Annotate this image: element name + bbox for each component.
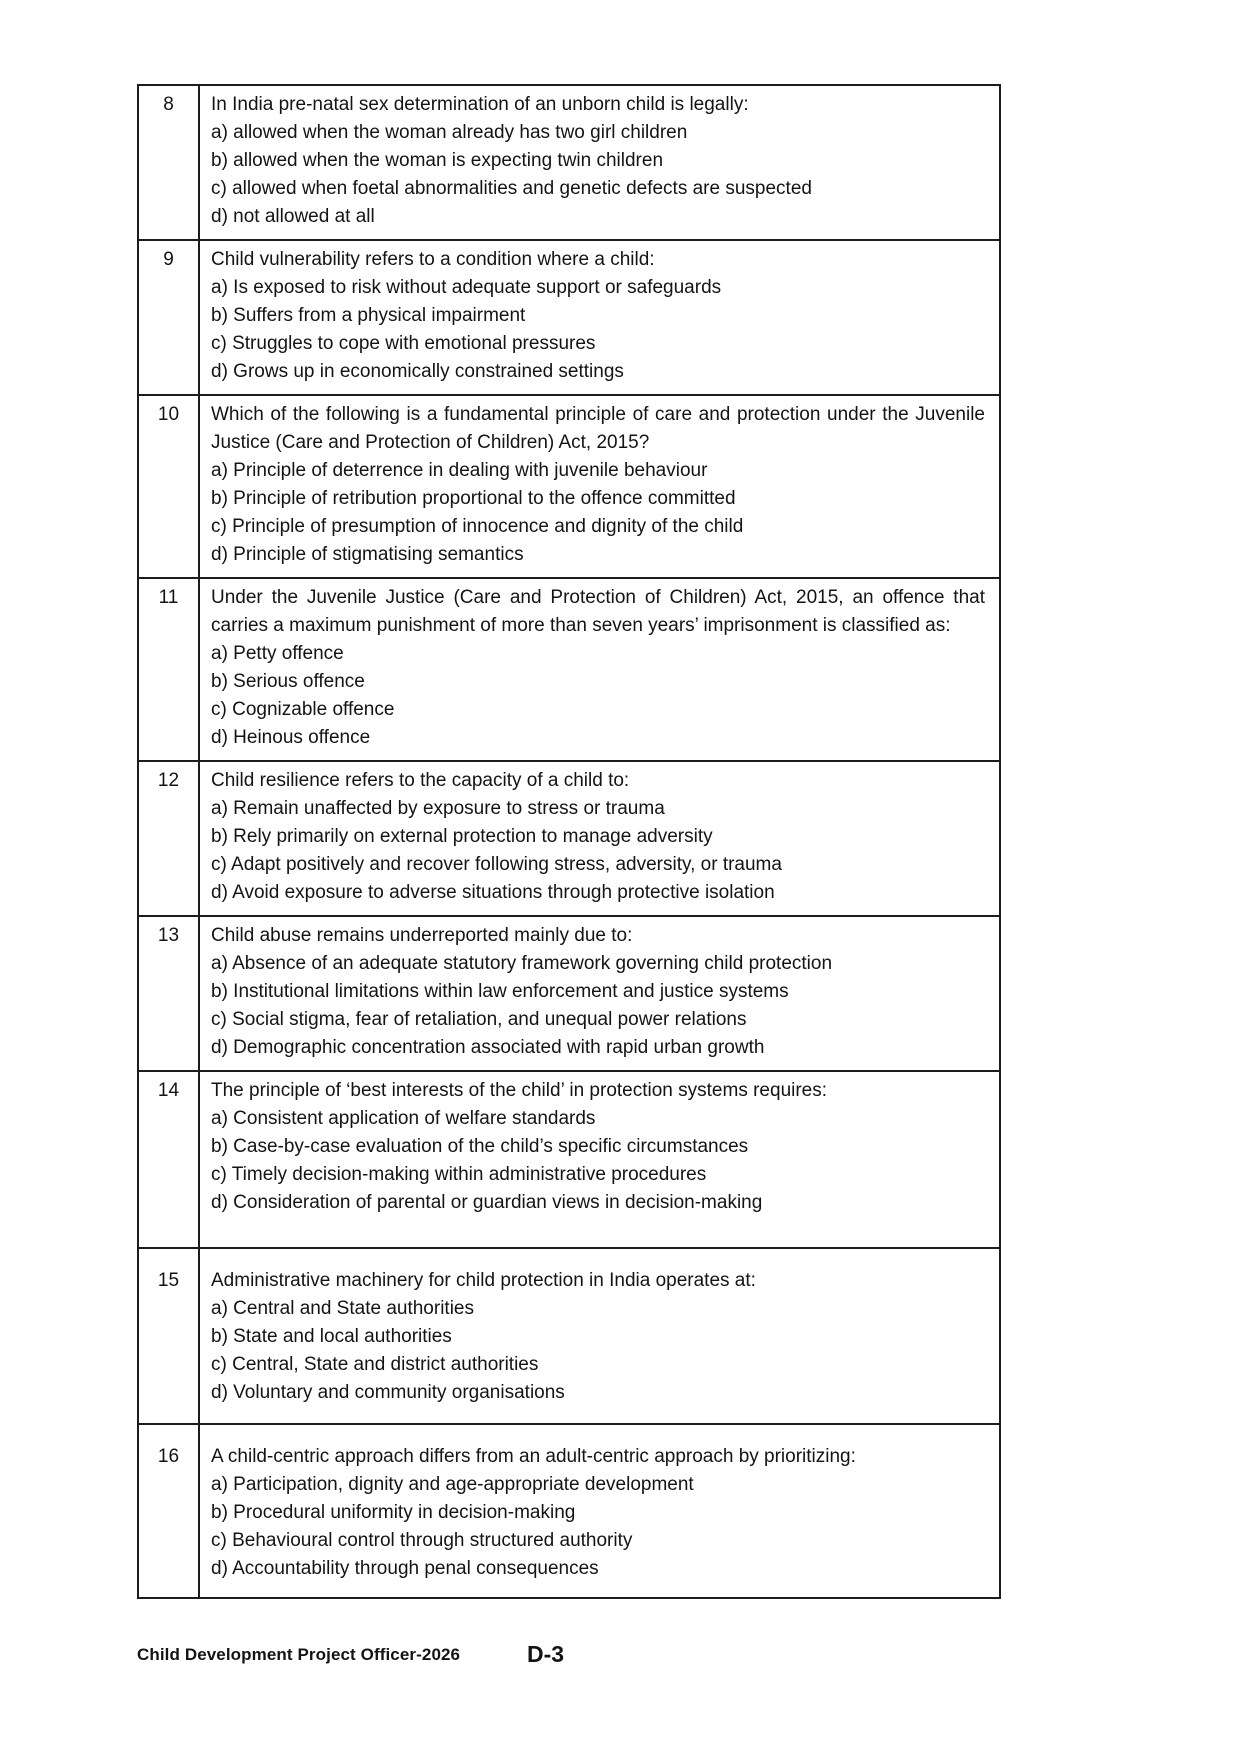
option-text: d) Voluntary and community organisations	[211, 1382, 565, 1403]
question-number: 11	[138, 578, 199, 761]
question-number: 12	[138, 761, 199, 916]
option-text: c) Behavioural control through structured authority	[211, 1530, 633, 1551]
question-text: Child abuse remains underreported mainly due to:	[211, 925, 633, 946]
question-number: 8	[138, 85, 199, 240]
option-text: d) Principle of stigmatising semantics	[211, 544, 524, 565]
question-table-body	[138, 85, 1000, 1598]
option-text: b) Principle of retribution proportional to the offence committed	[211, 488, 736, 509]
question-cell	[199, 395, 1000, 578]
question-row	[138, 761, 1000, 916]
option-text: a) Remain unaffected by exposure to stress or trauma	[211, 798, 665, 819]
question-cell	[199, 1248, 1000, 1424]
option-text: c) Timely decision-making within administrative procedures	[211, 1164, 707, 1185]
option-text: d) Consideration of parental or guardian views in decision-making	[211, 1192, 763, 1213]
option-text: c) Adapt positively and recover following stress, adversity, or trauma	[211, 854, 782, 875]
question-number: 14	[138, 1071, 199, 1248]
question-text: Administrative machinery for child protection in India operates at:	[211, 1270, 756, 1291]
option-text: b) allowed when the woman is expecting twin children	[211, 150, 664, 171]
option-text: d) Demographic concentration associated with rapid urban growth	[211, 1037, 765, 1058]
question-text: Child resilience refers to the capacity of a child to:	[211, 770, 630, 791]
question-row	[138, 916, 1000, 1071]
option-text: b) State and local authorities	[211, 1326, 452, 1347]
option-text: c) Cognizable offence	[211, 699, 395, 720]
footer-exam-title: Child Development Project Officer-2026	[137, 1645, 461, 1664]
question-row	[138, 85, 1000, 240]
option-text: c) Social stigma, fear of retaliation, and unequal power relations	[211, 1009, 747, 1030]
question-cell	[199, 578, 1000, 761]
question-text: In India pre-natal sex determination of an unborn child is legally:	[211, 94, 749, 115]
option-text: a) Absence of an adequate statutory framework governing child protection	[211, 953, 833, 974]
question-number: 10	[138, 395, 199, 578]
option-text: d) not allowed at all	[211, 206, 375, 227]
option-text: a) Consistent application of welfare standards	[211, 1108, 596, 1129]
question-text: Child vulnerability refers to a condition where a child:	[211, 249, 655, 270]
option-text: a) allowed when the woman already has two girl children	[211, 122, 688, 143]
question-cell	[199, 1424, 1000, 1598]
option-text: d) Avoid exposure to adverse situations through protective isolation	[211, 882, 775, 903]
option-text: c) allowed when foetal abnormalities and genetic defects are suspected	[211, 178, 812, 199]
option-text: b) Serious offence	[211, 671, 365, 692]
question-cell	[199, 240, 1000, 395]
option-text: c) Central, State and district authorities	[211, 1354, 539, 1375]
question-cell	[199, 916, 1000, 1071]
question-row	[138, 1248, 1000, 1424]
option-text: c) Principle of presumption of innocence and dignity of the child	[211, 516, 744, 537]
option-text: a) Participation, dignity and age-appropriate development	[211, 1474, 694, 1495]
question-table	[137, 84, 1001, 1599]
question-text: Under the Juvenile Justice (Care and Protection of Children) Act, 2015, an offence that carries a maximum punishment of more than seven years’ imprisonment is classified as:	[211, 587, 985, 636]
option-text: b) Institutional limitations within law enforcement and justice systems	[211, 981, 789, 1002]
option-text: d) Grows up in economically constrained settings	[211, 361, 624, 382]
option-text: a) Central and State authorities	[211, 1298, 474, 1319]
question-text: Which of the following is a fundamental principle of care and protection under the Juvenile Justice (Care and Protection of Children) Act, 2015?	[211, 404, 985, 453]
question-row	[138, 240, 1000, 395]
option-text: a) Petty offence	[211, 643, 344, 664]
question-cell	[199, 85, 1000, 240]
option-text: b) Case-by-case evaluation of the child’s specific circumstances	[211, 1136, 749, 1157]
question-number: 9	[138, 240, 199, 395]
option-text: b) Rely primarily on external protection to manage adversity	[211, 826, 713, 847]
option-text: d) Accountability through penal consequences	[211, 1558, 599, 1579]
option-text: d) Heinous offence	[211, 727, 371, 748]
option-text: a) Principle of deterrence in dealing with juvenile behaviour	[211, 460, 708, 481]
question-text: A child-centric approach differs from an adult-centric approach by prioritizing:	[211, 1446, 856, 1467]
footer-page-number: D-3	[527, 1641, 565, 1667]
question-cell	[199, 761, 1000, 916]
page-footer	[137, 1641, 1001, 1671]
option-text: c) Struggles to cope with emotional pressures	[211, 333, 596, 354]
question-text: The principle of ‘best interests of the child’ in protection systems requires:	[211, 1080, 828, 1101]
option-text: a) Is exposed to risk without adequate support or safeguards	[211, 277, 722, 298]
question-row	[138, 1424, 1000, 1598]
question-row	[138, 578, 1000, 761]
question-number: 16	[138, 1424, 199, 1598]
question-row	[138, 395, 1000, 578]
question-row	[138, 1071, 1000, 1248]
option-text: b) Suffers from a physical impairment	[211, 305, 526, 326]
question-cell	[199, 1071, 1000, 1248]
question-number: 15	[138, 1248, 199, 1424]
option-text: b) Procedural uniformity in decision-making	[211, 1502, 576, 1523]
question-number: 13	[138, 916, 199, 1071]
